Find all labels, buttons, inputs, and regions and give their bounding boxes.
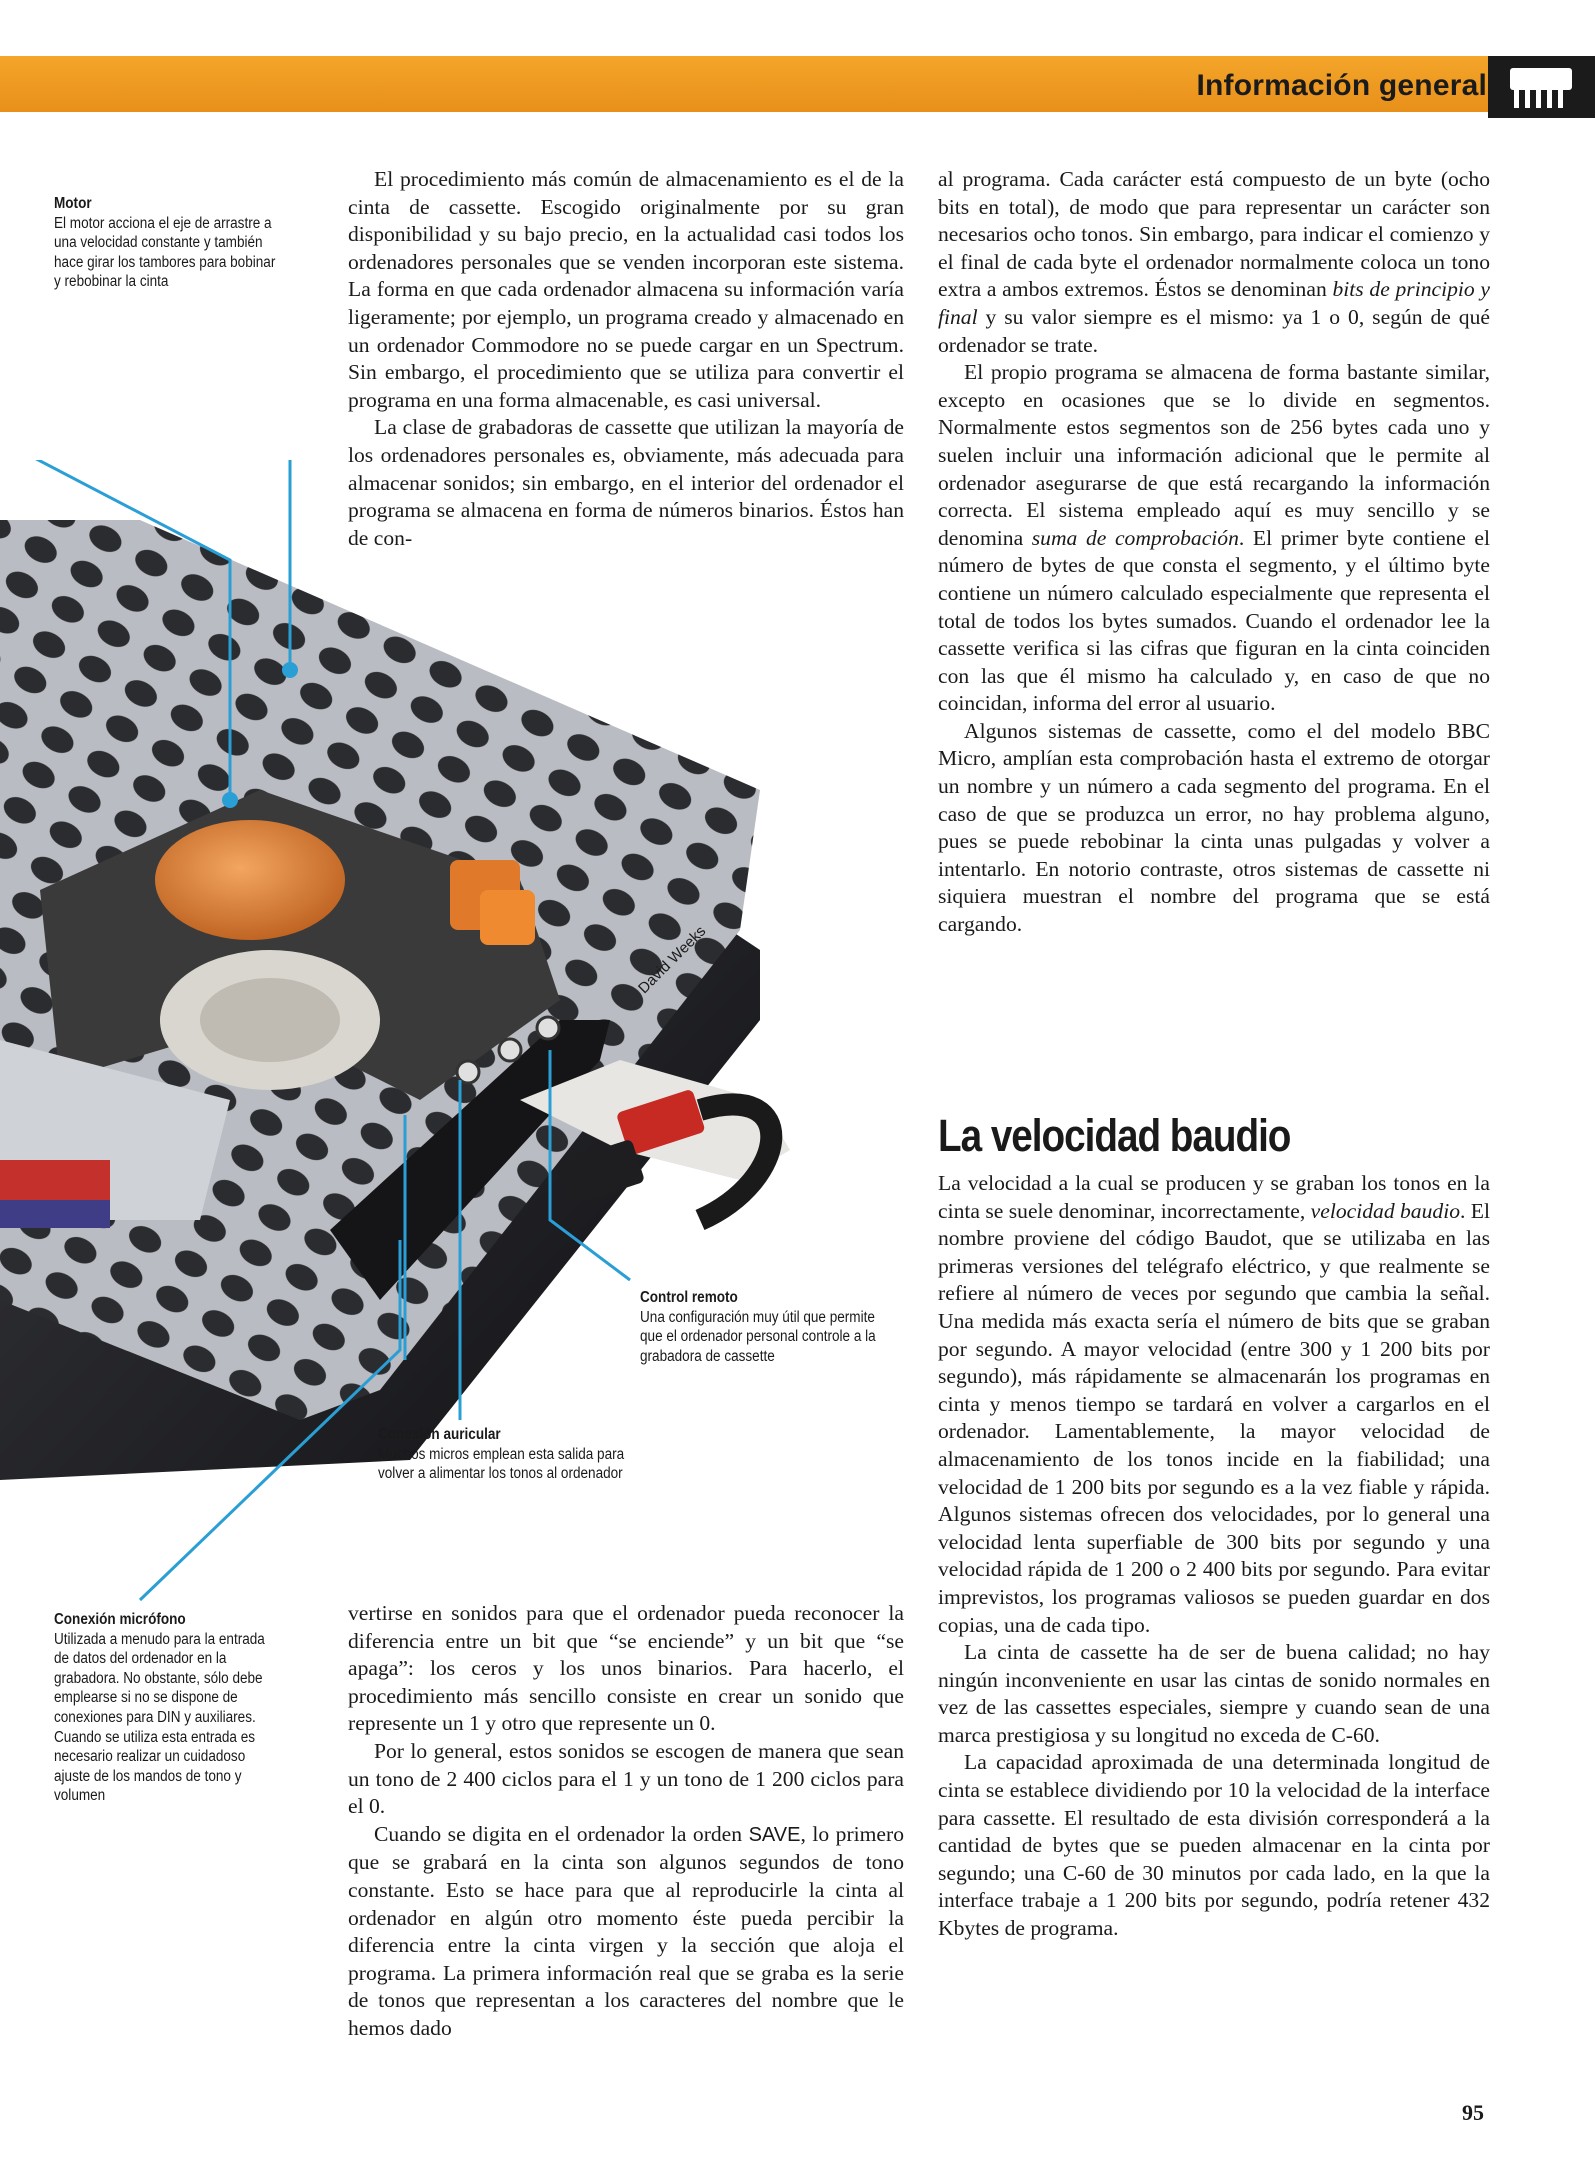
save-command-text: SAVE [748, 1823, 801, 1846]
text-run: . El primer byte contiene el número de bytes de que consta el segmento, y el último byte contiene un número calculado especialmente que representa el total de todos los bytes sumados. Cuando el ordenador lee la cassette verifica si las cifras que figuran en la cinta coinciden con las que él mismo ha calculado y, en caso de que no coincidan, informa del error al usuario. [938, 525, 1490, 716]
article-paragraph [938, 1170, 1490, 1639]
text-run: . El nombre proviene del código Baudot, que se utilizaba en las primeras versiones del telégrafo eléctrico, y que realmente se refiere al número de veces por segundo que cambia la señal. Una medida más exacta sería el número de bits que se graban por segundo. A mayor velocidad (entre 300 y 1 200 bits por segundo), más rápidamente se almacenarán los programas en cinta y menos tiempo se tardará en volver a cargarlos en el ordenador. Lamentablemente, la mayor velocidad de almacenamiento de los tonos incide en la fiabilidad; una velocidad de 1 200 bits por segundo es a la vez fiable y rápida. Algunos sistemas ofrecen dos velocidades, por lo general una velocidad lenta superfiable de 300 bits por segundo y una velocidad rápida de 1 200 o 2 400 bits por segundo. Para evitar imprevistos, los programas valiosos se pueden guardar en dos copias, una de cada tipo. [938, 1198, 1490, 1637]
article-paragraph: Por lo general, estos sonidos se escogen de manera que sean un tono de 2 400 ciclos para el 1 y un tono de 1 200 ciclos para el 0. [348, 1738, 904, 1819]
section-title: La velocidad baudio [938, 1110, 1291, 1161]
illustration-credit: David Weeks [635, 922, 710, 998]
caption-motor-title: Motor [54, 195, 92, 212]
caption-motor [54, 194, 281, 292]
caption-conexion-auricular-title: Conexión auricular [378, 1426, 501, 1443]
article-paragraph: vertirse en sonidos para que el ordenador pueda reconocer la diferencia entre un bit que “se enciende” y un bit que “se apaga”: los ceros y los unos binarios. Para hacerlo, el procedimiento más sencillo consiste en crear un sonido que represente un 1 y otro que represente un 0. [348, 1601, 904, 1736]
caption-motor-body: El motor acciona el eje de arrastre a una velocidad constante y también hace girar los tambores para bobinar y rebobinar la cinta [54, 214, 276, 291]
text-run: al programa. Cada carácter está compuesto de un byte (ocho bits en total), de modo que para representar un carácter son necesarios ocho tonos. Sin embargo, para indicar el comienzo y el final de cada byte el ordenador normalmente coloca un tono extra a ambos extremos. Éstos se denominan [938, 167, 1490, 302]
article-column-right [938, 166, 1490, 939]
text-run: Cuando se digita en el ordenador la orden [374, 1821, 749, 1846]
emphasis-text: bits de principio y final [938, 277, 1490, 329]
article-paragraph: La cinta de cassette ha de ser de buena calidad; no hay ningún inconveniente en usar las cintas de sonido normales en vez de las cassettes especiales, siempre y cuando sean de una marca prestigiosa y su longitud no exceda de C-60. [938, 1640, 1490, 1747]
article-paragraph [938, 166, 1490, 359]
caption-control-remoto-body: Una configuración muy útil que permite que el ordenador personal controle a la grabadora de cassette [640, 1308, 876, 1365]
caption-control-remoto [640, 1288, 886, 1366]
article-paragraph: La clase de grabadoras de cassette que utilizan la mayoría de los ordenadores personales es, obviamente, más adecuada para almacenar sonidos; sin embargo, en el interior del ordenador el programa se almacena en forma de números binarios. Éstos han de con- [348, 415, 904, 550]
article-paragraph [938, 359, 1490, 718]
caption-conexion-microfono [54, 1610, 279, 1806]
header-icon-box [1488, 56, 1595, 118]
caption-control-remoto-title: Control remoto [640, 1289, 738, 1306]
text-run: , lo primero que se grabará en la cinta son algunos segundos de tono constante. Esto se hace para que al reproducirle la cinta al ordenador en algún otro momento éste pueda percibir la diferencia entre la cinta virgen y la sección que aloja el programa. La primera información real que se graba es la serie de tonos que representan a los caracteres del nombre que le hemos dado [348, 1821, 904, 2040]
emphasis-text: suma de comprobación [1031, 525, 1239, 550]
article-column-right-bottom [938, 1170, 1490, 1943]
article-column-middle-bottom [348, 1600, 904, 2043]
text-run: La velocidad a la cual se producen y se graban los tonos en la cinta se suele denominar, incorrectamente, [938, 1171, 1490, 1223]
caption-conexion-microfono-body: Utilizada a menudo para la entrada de datos del ordenador en la grabadora. No obstante, sólo debe emplearse si no se dispone de conexiones para DIN y auxiliares. Cuando se utiliza esta entrada es necesario realizar un cuidadoso ajuste de los mandos de tono y volumen [54, 1630, 265, 1805]
caption-conexion-microfono-title: Conexión micrófono [54, 1611, 186, 1628]
emphasis-text: velocidad baudio [1310, 1198, 1460, 1223]
page-number: 95 [1462, 2100, 1484, 2125]
article-paragraph [348, 1821, 904, 2043]
text-run: y su valor siempre es el mismo: ya 1 o 0, según de qué ordenador se trate. [938, 304, 1490, 357]
section-header-title: Información general [1196, 69, 1487, 102]
caption-conexion-auricular-body: Muchos micros emplean esta salida para volver a alimentar los tonos al ordenador [378, 1445, 625, 1483]
article-paragraph: El procedimiento más común de almacenamiento es el de la cinta de cassette. Escogido originalmente por su gran disponibilidad y su bajo precio, en la actualidad casi todos los ordenadores personales que se venden incorporan este sistema. La forma en que cada ordenador almacena su información varía ligeramente; por ejemplo, un programa creado y almacenado en un ordenador Commodore no se puede cargar en un Spectrum. Sin embargo, el procedimiento que se utiliza para convertir el programa en una forma almacenable, es casi universal. [348, 167, 904, 412]
article-column-middle-top [348, 166, 904, 552]
chip-icon [1488, 56, 1595, 118]
article-paragraph: Algunos sistemas de cassette, como el del modelo BBC Micro, amplían esta comprobación hasta el extremo de otorgar un nombre y un número a cada segmento del programa. En el caso de que se produzca un error, no hay problema alguno, pues se puede rebobinar la cinta unas pulgadas y volver a intentarlo. En notorio contraste, otros sistemas de cassette ni siquiera muestran el nombre del programa que se está cargando. [938, 718, 1490, 937]
caption-conexion-auricular [378, 1425, 642, 1484]
article-paragraph: La capacidad aproximada de una determinada longitud de cinta se establece dividiendo por 10 la velocidad de la interface para cassette. El resultado de esta división corresponderá a la cantidad de bytes que se pueden almacenar en la cinta por segundo; una C-60 de 30 minutos por cada lado, en la que la interface trabaje a 1 200 bits por segundo, podría retener 432 Kbytes de programa. [938, 1750, 1490, 1941]
text-run: El propio programa se almacena de forma bastante similar, excepto en ocasiones que se lo divide en segmentos. Normalmente estos segmentos son de 256 bytes cada uno y suelen incluir una información adicional que le permite al ordenador asegurarse de que está recargando la información correcta. El sistema empleado aquí es muy sencillo y se denomina [938, 360, 1490, 550]
